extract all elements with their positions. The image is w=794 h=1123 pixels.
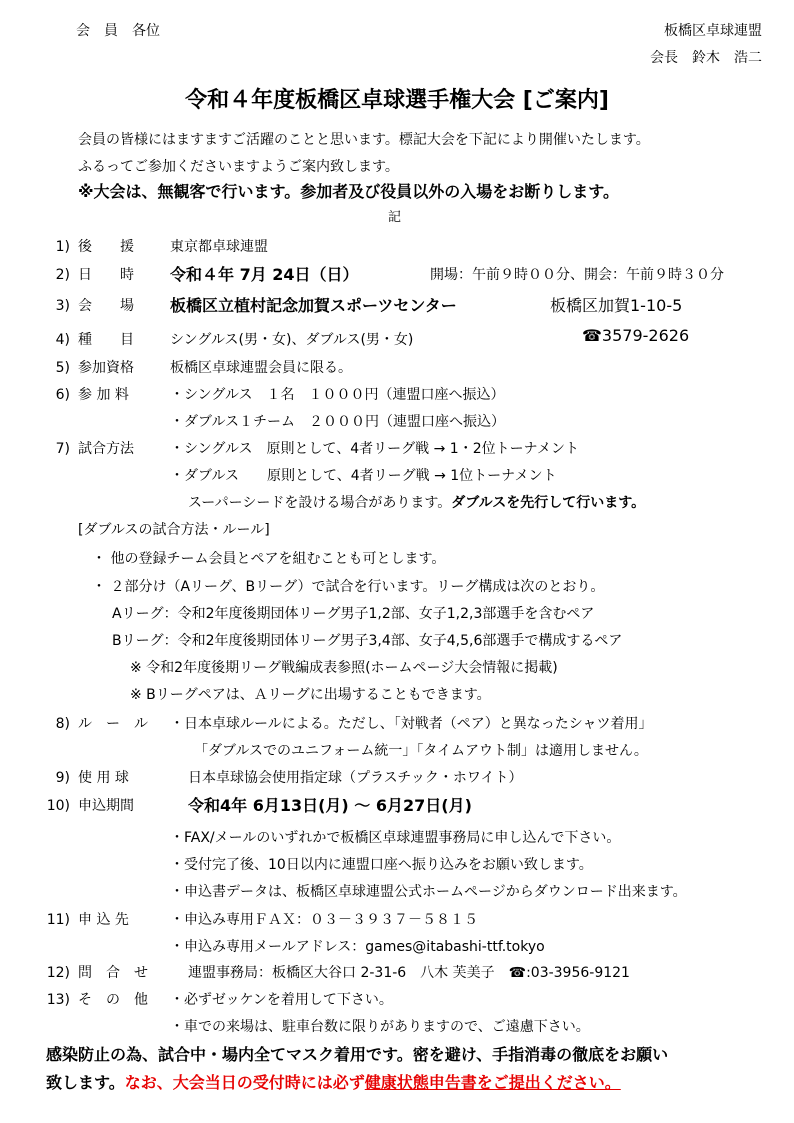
apply-fax: ・申込み専用ＦＡＸ：０３－３９３７－５８１５ bbox=[170, 912, 478, 928]
doubles-rule-1: ・ 他の登録チーム会員とペアを組むことも可とします。 bbox=[92, 551, 446, 567]
item-label-date: 日 時 bbox=[78, 267, 134, 283]
format-note bbox=[188, 496, 645, 510]
item-number: 8) bbox=[55, 716, 70, 732]
item-label-rules: ル ー ル bbox=[78, 716, 148, 732]
item-number: 10) bbox=[46, 798, 70, 814]
item-number: 7) bbox=[55, 441, 70, 457]
item-number: 2) bbox=[55, 267, 70, 283]
events-value: シングルス(男・女)、ダブルス(男・女) bbox=[170, 332, 414, 348]
venue-name: 板橋区立植村記念加賀スポーツセンター bbox=[170, 296, 457, 315]
health-form-link: 健康状態申告書をご提出ください。 bbox=[364, 1073, 621, 1092]
ki-mark: 記 bbox=[388, 210, 402, 225]
application-note-3: ・申込書データは、板橋区卓球連盟公式ホームページからダウンロード出来ます。 bbox=[170, 884, 687, 900]
other-note-2: ・車での来場は、駐車台数に限りがありますので、ご遠慮下さい。 bbox=[170, 1019, 590, 1035]
item-number: 3) bbox=[55, 298, 70, 314]
item-label-eligibility: 参加資格 bbox=[78, 360, 134, 376]
item-number: 11) bbox=[46, 912, 70, 928]
ball-value: 日本卓球協会使用指定球（プラスチック・ホワイト） bbox=[188, 770, 523, 786]
page-title: 令和４年度板橋区卓球選手権大会 [ご案内] bbox=[185, 88, 609, 113]
fee-doubles: ・ダブルス１チーム ２０００円（連盟口座へ振込） bbox=[170, 414, 506, 430]
apply-email: ・申込み専用メールアドレス：games@itabashi-ttf.tokyo bbox=[170, 939, 545, 955]
a-league-description: Aリーグ：令和2年度後期団体リーグ男子1,2部、女子1,2,3部選手を含むペア bbox=[112, 606, 595, 622]
rules-line-1: ・日本卓球ルールによる。ただし、「対戦者（ペア）と異なったシャツ着用」 bbox=[170, 716, 653, 732]
organization: 板橋区卓球連盟 bbox=[664, 23, 762, 39]
application-note-1: ・FAX/メールのいずれかで板橋区卓球連盟事務局に申し込んで下さい。 bbox=[170, 830, 621, 846]
eligibility-value: 板橋区卓球連盟会員に限る。 bbox=[170, 360, 352, 376]
application-note-2: ・受付完了後、10日以内に連盟口座へ振り込みをお願い致します。 bbox=[170, 857, 593, 873]
item-number: 12) bbox=[46, 965, 70, 981]
super-seed-note: スーパーシードを設ける場合があります。 bbox=[188, 495, 452, 511]
doubles-rule-2: ・ ２部分け（Aリーグ、Bリーグ）で試合を行います。リーグ構成は次のとおり。 bbox=[92, 579, 605, 595]
no-spectators-notice: ※大会は、無観客で行います。参加者及び役員以外の入場をお断りします。 bbox=[78, 182, 619, 201]
item-value-support: 東京都卓球連盟 bbox=[170, 239, 268, 255]
item-label-other: そ の 他 bbox=[78, 992, 148, 1008]
item-label-inquiry: 問 合 せ bbox=[78, 965, 148, 981]
item-label-venue: 会 場 bbox=[78, 298, 134, 314]
mask-notice: 感染防止の為、試合中・場内全てマスク着用です。密を避け、手指消毒の徹底をお願い bbox=[46, 1045, 669, 1064]
item-number: 5) bbox=[55, 360, 70, 376]
addressee: 会 員 各位 bbox=[76, 23, 160, 39]
format-singles: ・シングルス 原則として、4者リーグ戦 → 1・2位トーナメント bbox=[170, 441, 580, 457]
venue-address: 板橋区加賀1-10-5 bbox=[550, 296, 683, 315]
league-note-2: ※ Bリーグペアは、Ａリーグに出場することもできます。 bbox=[130, 687, 491, 703]
item-number: 6) bbox=[55, 387, 70, 403]
format-doubles: ・ダブルス 原則として、4者リーグ戦 → 1位トーナメント bbox=[170, 468, 557, 484]
b-league-description: Bリーグ：令和2年度後期団体リーグ男子3,4部、女子4,5,6部選手で構成するペア bbox=[112, 633, 623, 649]
event-date: 令和４年 7月 24日（日） bbox=[170, 265, 359, 284]
item-label-fee: 参 加 料 bbox=[78, 387, 129, 403]
item-label-support: 後 援 bbox=[78, 239, 134, 255]
fee-singles: ・シングルス １名 １０００円（連盟口座へ振込） bbox=[170, 387, 505, 403]
item-label-events: 種 目 bbox=[78, 332, 134, 348]
league-note-1: ※ 令和2年度後期リーグ戦編成表参照(ホームページ大会情報に掲載) bbox=[130, 660, 558, 676]
doubles-first-note: ダブルスを先行して行います。 bbox=[451, 495, 646, 511]
rules-line-2: 「ダブルスでのユニフォーム統一」「タイムアウト制」は適用しません。 bbox=[194, 743, 648, 759]
health-notice-lead: 致します。 bbox=[46, 1073, 125, 1092]
intro-line-1: 会員の皆様にはますますご活躍のことと思います。標記大会を下記により開催いたします。 bbox=[78, 132, 650, 148]
intro-line-2: ふるってご参加くださいますようご案内致します。 bbox=[78, 159, 399, 175]
other-note-1: ・必ずゼッケンを着用して下さい。 bbox=[170, 992, 393, 1008]
item-label-ball: 使 用 球 bbox=[78, 770, 129, 786]
doubles-rules-heading: [ダブルスの試合方法・ルール] bbox=[78, 522, 270, 538]
item-label-apply-to: 申 込 先 bbox=[78, 912, 129, 928]
item-number: 9) bbox=[55, 770, 70, 786]
venue-phone: ☎3579-2626 bbox=[582, 326, 690, 345]
application-period: 令和4年 6月13日(月) ～ 6月27日(月) bbox=[188, 796, 472, 815]
inquiry-contact: 連盟事務局：板橋区大谷口 2-31-6 八木 芙美子 ☎:03-3956-9121 bbox=[188, 965, 630, 981]
item-number: 1) bbox=[55, 239, 70, 255]
event-times: 開場：午前９時００分、開会：午前９時３０分 bbox=[430, 267, 724, 283]
health-notice-red: なお、大会当日の受付時には必ず bbox=[124, 1073, 365, 1092]
president: 会長 鈴木 浩二 bbox=[650, 50, 762, 66]
item-label-application-period: 申込期間 bbox=[78, 798, 134, 814]
item-label-format: 試合方法 bbox=[78, 441, 134, 457]
item-number: 4) bbox=[55, 332, 70, 348]
health-notice bbox=[46, 1075, 621, 1091]
item-number: 13) bbox=[46, 992, 70, 1008]
